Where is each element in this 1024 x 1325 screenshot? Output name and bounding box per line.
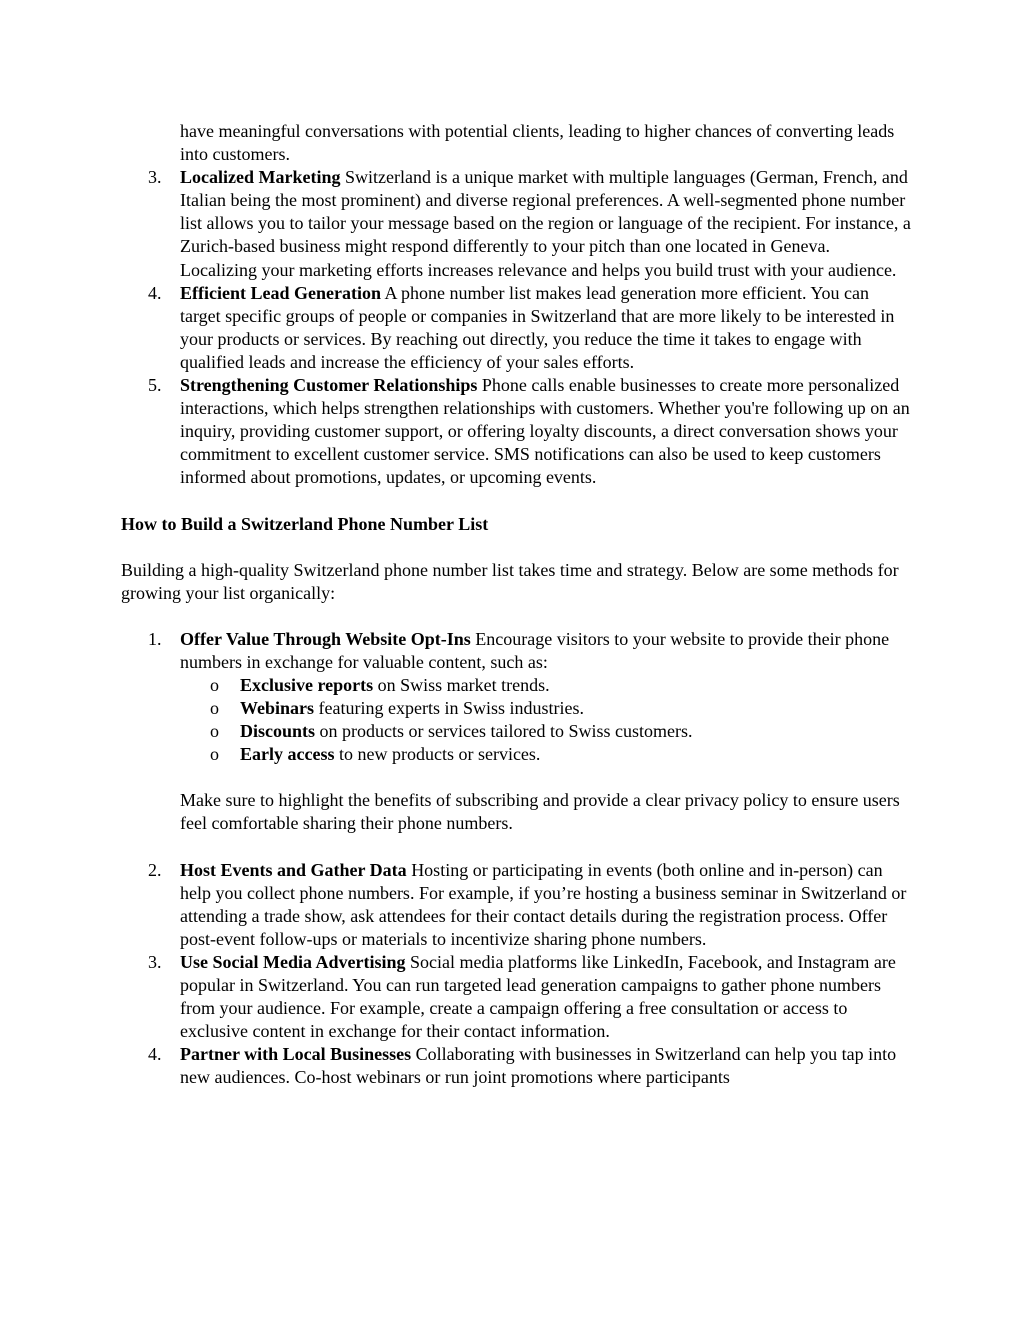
bullet-marker: o <box>210 721 219 742</box>
list-number: 4. <box>148 282 162 303</box>
sub-bullet-item <box>121 743 911 766</box>
list-item-text: Switzerland is a unique market with multiple languages (German, French, and Italian being the most prominent) and diverse regional preferences. A well-segmented phone number list allows you to tailor your message based on the region or language of the recipient. For instance, a Zurich-based business might respond differently to your pitch than one located in Geneva. Localizing your marketing efforts increases relevance and helps you build trust with your audience. <box>180 167 911 280</box>
list-item-text: Encourage visitors to your website to provide their phone numbers in exchange for valuable content, such as: <box>180 628 890 672</box>
list-item-strengthening-relationships <box>121 374 911 489</box>
bullet-marker: o <box>210 674 219 695</box>
bullet-title: Webinars <box>240 698 315 719</box>
bullet-title: Exclusive reports <box>240 674 374 695</box>
bullet-text: to new products or services. <box>334 744 541 765</box>
list-item-text: Social media platforms like LinkedIn, Facebook, and Instagram are popular in Switzerland. You can run targeted lead generation campaigns to gather phone numbers from your audience. For example, create a campaign offering a free consultation or access to exclusive content in exchange for their contact information. <box>180 951 896 1042</box>
list-item-text: A phone number list makes lead generation more efficient. You can target specific groups of people or companies in Switzerland that are more likely to be interested in your products or services. By reaching out directly, you reduce the time it takes to engage with qualified leads and increase the efficiency of your sales efforts. <box>180 282 895 372</box>
list-number: 5. <box>148 375 162 396</box>
list-item-title: Host Events and Gather Data <box>180 859 407 880</box>
list-item-partner-local-businesses <box>121 1043 911 1089</box>
list-number: 4. <box>148 1044 162 1065</box>
bullet-text: on Swiss market trends. <box>373 674 550 695</box>
list-item-social-media-advertising <box>121 951 911 1043</box>
bullet-title: Early access <box>240 744 335 765</box>
section-intro-paragraph: Building a high-quality Switzerland phone number list takes time and strategy. Below are some methods for growing your list organically: <box>121 559 899 603</box>
spacer <box>121 605 911 628</box>
list-item-text: Phone calls enable businesses to create more personalized interactions, which helps strengthen relationships with customers. Whether you're following up on an inquiry, providing customer support, or offering loyalty discounts, a direct conversation shows your commitment to excellent customer service. SMS notifications can also be used to keep customers informed about promotions, updates, or upcoming events. <box>180 375 910 488</box>
sub-bullet-item <box>121 697 911 720</box>
sub-bullet-item <box>121 674 911 697</box>
bullet-text: on products or services tailored to Swiss customers. <box>315 721 693 742</box>
list-number: 3. <box>148 951 162 972</box>
list-item-title: Localized Marketing <box>180 167 341 188</box>
bullet-marker: o <box>210 744 219 765</box>
list-item-title: Partner with Local Businesses <box>180 1044 412 1065</box>
list-item-title: Use Social Media Advertising <box>180 951 406 972</box>
list-item-title: Efficient Lead Generation <box>180 282 381 303</box>
list-item-efficient-lead-generation <box>121 282 911 374</box>
list-number: 3. <box>148 167 162 188</box>
bullet-marker: o <box>210 698 219 719</box>
bullet-title: Discounts <box>240 721 316 742</box>
list-number: 1. <box>148 628 162 649</box>
continuation-text: have meaningful conversations with potential clients, leading to higher chances of converting leads into customers. <box>180 121 895 165</box>
list-item-website-opt-ins <box>121 628 911 674</box>
bullet-text: featuring experts in Swiss industries. <box>314 698 584 719</box>
list-item-title: Strengthening Customer Relationships <box>180 375 478 396</box>
sub-bullet-item <box>121 720 911 743</box>
list-item-host-events <box>121 859 911 951</box>
sub-bullet-list <box>121 674 911 766</box>
list-item-title: Offer Value Through Website Opt-Ins <box>180 628 471 649</box>
spacer <box>121 836 911 859</box>
spacer <box>121 766 911 789</box>
document-page <box>121 120 911 1089</box>
list-number: 2. <box>148 859 162 880</box>
opt-in-note-paragraph: Make sure to highlight the benefits of subscribing and provide a clear privacy policy to ensure users feel comfortable sharing their phone numbers. <box>180 790 900 834</box>
list-item-localized-marketing <box>121 166 911 281</box>
list-item-text: Collaborating with businesses in Switzerland can help you tap into new audiences. Co-host webinars or run joint promotions where participants <box>180 1044 897 1088</box>
section-heading: How to Build a Switzerland Phone Number List <box>121 513 489 534</box>
list-item-text: Hosting or participating in events (both online and in-person) can help you collect phone numbers. For example, if you’re hosting a business seminar in Switzerland or attending a trade show, ask attendees for their contact details during the registration process. Offer post-event follow-ups or materials to incentivize sharing phone numbers. <box>180 859 907 949</box>
list-item-continuation <box>121 120 911 166</box>
